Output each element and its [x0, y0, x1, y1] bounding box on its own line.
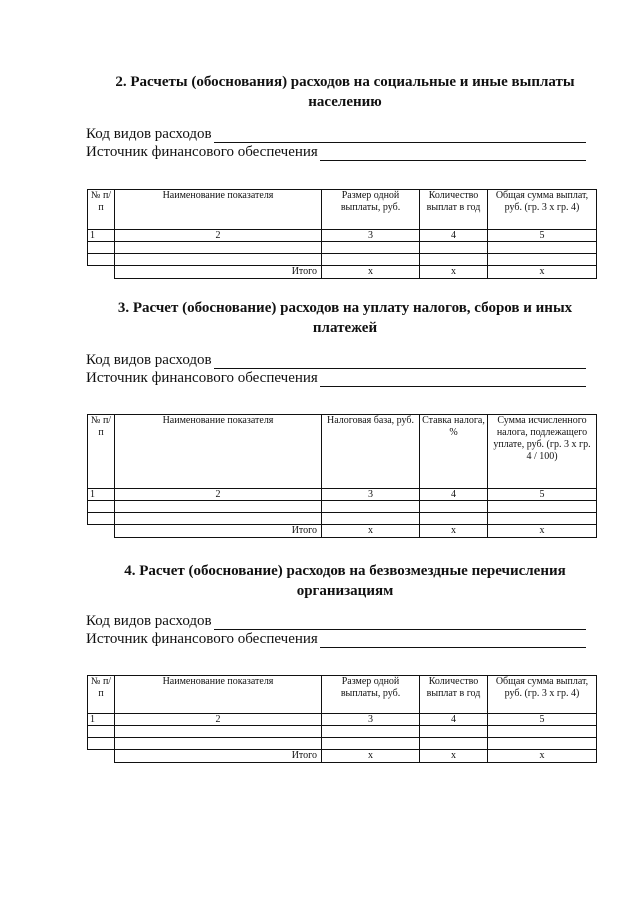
- total-cell: х: [420, 750, 488, 763]
- table-gratuitous-transfers: [87, 675, 597, 763]
- total-row: [88, 525, 597, 538]
- empty-cell: [420, 513, 488, 525]
- header-cell: Наименование показателя: [115, 190, 322, 230]
- header-row: [88, 415, 597, 489]
- header-cell: Количество выплат в год: [420, 190, 488, 230]
- header-cell: Общая сумма выплат, руб. (гр. 3 х гр. 4): [488, 190, 597, 230]
- empty-cell: [322, 242, 420, 254]
- column-number: 2: [115, 230, 322, 242]
- column-number-row: [88, 714, 597, 726]
- header-cell: Размер одной выплаты, руб.: [322, 676, 420, 714]
- column-number-row: [88, 230, 597, 242]
- blank-line: [214, 615, 586, 630]
- table-row: [88, 501, 597, 513]
- istochnik-field: [86, 369, 586, 387]
- header-cell: Размер одной выплаты, руб.: [322, 190, 420, 230]
- blank-line: [320, 633, 586, 648]
- empty-cell: [115, 254, 322, 266]
- empty-cell: [88, 254, 115, 266]
- field-label: Код видов расходов: [86, 126, 212, 142]
- column-number: 2: [115, 489, 322, 501]
- column-number: 3: [322, 489, 420, 501]
- section-title: 2. Расчеты (обоснования) расходов на социальные и иные выплаты населению: [115, 74, 575, 110]
- total-label: Итого: [115, 266, 322, 279]
- header-cell: Налоговая база, руб.: [322, 415, 420, 489]
- header-cell: № п/п: [88, 676, 115, 714]
- header-cell: № п/п: [88, 190, 115, 230]
- section-title: 3. Расчет (обоснование) расходов на уплату налогов, сборов и иных платежей: [117, 300, 573, 336]
- empty-cell: [88, 738, 115, 750]
- empty-cell: [488, 726, 597, 738]
- table-row: [88, 738, 597, 750]
- field-label: Источник финансового обеспечения: [86, 144, 318, 160]
- table-taxes: [87, 414, 597, 538]
- kod-vidov-rashodov-field: [86, 125, 586, 143]
- empty-cell: [488, 254, 597, 266]
- total-cell: х: [322, 750, 420, 763]
- empty-cell: [488, 513, 597, 525]
- empty-cell: [322, 254, 420, 266]
- blank-line: [214, 354, 586, 369]
- total-row: [88, 266, 597, 279]
- header-cell: Количество выплат в год: [420, 676, 488, 714]
- table-row: [88, 242, 597, 254]
- blank-line: [320, 146, 586, 161]
- field-label: Источник финансового обеспечения: [86, 631, 318, 647]
- istochnik-field: [86, 143, 586, 161]
- section-title: 4. Расчет (обоснование) расходов на безвозмездные перечисления организациям: [124, 563, 566, 599]
- column-number: 1: [88, 714, 115, 726]
- column-number: 5: [488, 230, 597, 242]
- empty-cell: [115, 738, 322, 750]
- empty-cell: [88, 266, 115, 279]
- table-row: [88, 254, 597, 266]
- blank-line: [214, 128, 586, 143]
- empty-cell: [115, 242, 322, 254]
- total-cell: х: [322, 525, 420, 538]
- column-number: 3: [322, 230, 420, 242]
- total-cell: х: [488, 750, 597, 763]
- column-number: 4: [420, 714, 488, 726]
- empty-cell: [322, 726, 420, 738]
- total-cell: х: [420, 525, 488, 538]
- header-cell: Наименование показателя: [115, 676, 322, 714]
- total-cell: х: [420, 266, 488, 279]
- empty-cell: [88, 750, 115, 763]
- empty-cell: [115, 501, 322, 513]
- total-row: [88, 750, 597, 763]
- column-number: 3: [322, 714, 420, 726]
- total-label: Итого: [115, 750, 322, 763]
- empty-cell: [488, 242, 597, 254]
- empty-cell: [88, 525, 115, 538]
- empty-cell: [420, 254, 488, 266]
- column-number: 4: [420, 489, 488, 501]
- empty-cell: [420, 726, 488, 738]
- empty-cell: [488, 501, 597, 513]
- column-number: 2: [115, 714, 322, 726]
- header-cell: Ставка налога, %: [420, 415, 488, 489]
- total-cell: х: [488, 525, 597, 538]
- empty-cell: [88, 726, 115, 738]
- column-number: 1: [88, 489, 115, 501]
- column-number: 1: [88, 230, 115, 242]
- header-row: [88, 190, 597, 230]
- empty-cell: [420, 242, 488, 254]
- empty-cell: [322, 738, 420, 750]
- total-cell: х: [488, 266, 597, 279]
- istochnik-field: [86, 630, 586, 648]
- field-label: Код видов расходов: [86, 352, 212, 368]
- empty-cell: [420, 738, 488, 750]
- empty-cell: [115, 513, 322, 525]
- empty-cell: [88, 242, 115, 254]
- blank-line: [320, 372, 586, 387]
- empty-cell: [88, 513, 115, 525]
- header-cell: Сумма исчисленного налога, подлежащего уплате, руб. (гр. 3 х гр. 4 / 100): [488, 415, 597, 489]
- empty-cell: [322, 513, 420, 525]
- table-social-payments: [87, 189, 597, 279]
- field-label: Источник финансового обеспечения: [86, 370, 318, 386]
- empty-cell: [115, 726, 322, 738]
- total-cell: х: [322, 266, 420, 279]
- column-number: 5: [488, 714, 597, 726]
- header-cell: № п/п: [88, 415, 115, 489]
- empty-cell: [420, 501, 488, 513]
- column-number: 5: [488, 489, 597, 501]
- column-number: 4: [420, 230, 488, 242]
- field-label: Код видов расходов: [86, 613, 212, 629]
- table-row: [88, 513, 597, 525]
- total-label: Итого: [115, 525, 322, 538]
- header-row: [88, 676, 597, 714]
- header-cell: Наименование показателя: [115, 415, 322, 489]
- header-cell: Общая сумма выплат, руб. (гр. 3 х гр. 4): [488, 676, 597, 714]
- kod-vidov-rashodov-field: [86, 351, 586, 369]
- empty-cell: [488, 738, 597, 750]
- table-row: [88, 726, 597, 738]
- column-number-row: [88, 489, 597, 501]
- empty-cell: [88, 501, 115, 513]
- kod-vidov-rashodov-field: [86, 612, 586, 630]
- empty-cell: [322, 501, 420, 513]
